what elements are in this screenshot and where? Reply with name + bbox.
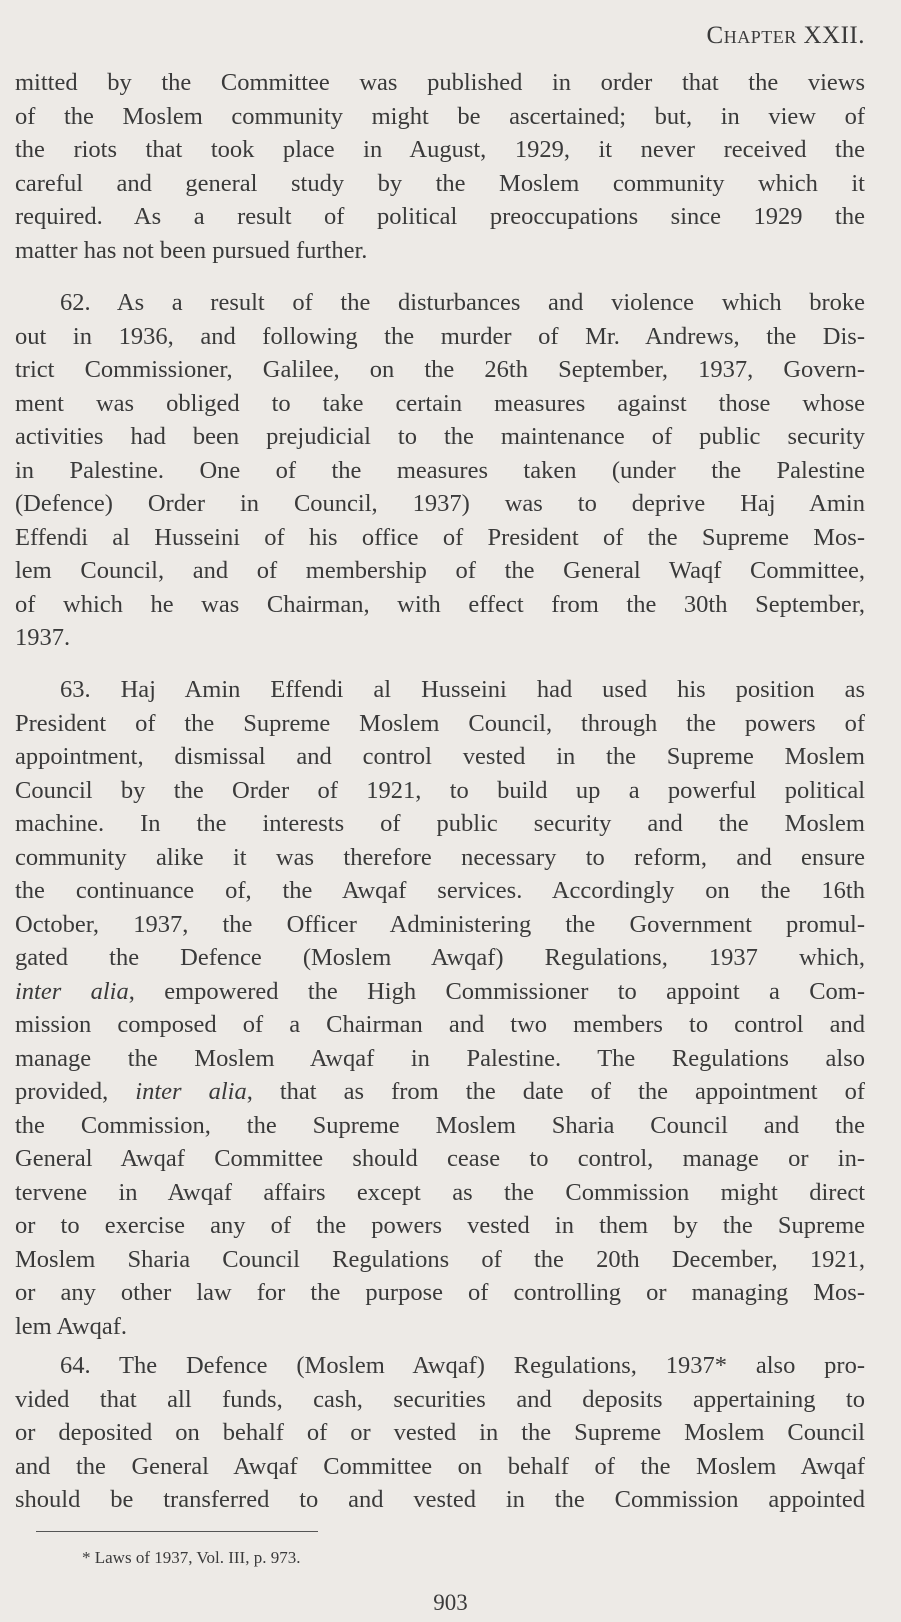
text-line: or to exercise any of the powers vested in them by the Supreme xyxy=(15,1212,865,1239)
text-segment: , that as from the date of the appointment of xyxy=(246,1078,865,1105)
text-line xyxy=(15,975,865,1009)
text-line: required. As a result of political preoccupations since 1929 the xyxy=(15,203,865,230)
text-line: mitted by the Committee was published in order that the views xyxy=(15,69,865,96)
text-line: in Palestine. One of the measures taken (under the Palestine xyxy=(15,456,865,484)
text-line: tervene in Awqaf affairs except as the Commission might direct xyxy=(15,1178,865,1206)
text-segment: , empowered the High Commissioner to appoint a Com- xyxy=(128,977,865,1005)
text-line: matter has not been pursued further. xyxy=(15,236,368,264)
paragraph-62 xyxy=(15,286,865,655)
text-line: activities had been prejudicial to the maintenance of public security xyxy=(15,423,865,450)
text-line: Moslem Sharia Council Regulations of the 20th December, 1921, xyxy=(15,1245,865,1273)
text-line: machine. In the interests of public security and the Moslem xyxy=(15,810,865,837)
page-number: 903 xyxy=(433,1590,468,1615)
text-line: mission composed of a Chairman and two members to control and xyxy=(15,1011,865,1038)
text-line: careful and general study by the Moslem community which it xyxy=(15,169,865,197)
text-line: President of the Supreme Moslem Council, through the powers of xyxy=(15,709,865,737)
text-line: the continuance of, the Awqaf services. Accordingly on the 16th xyxy=(15,877,865,904)
text-line: 62. As a result of the disturbances and violence which broke xyxy=(60,289,865,316)
text-line: 63. Haj Amin Effendi al Husseini had used his position as xyxy=(60,676,865,703)
text-line: 1937. xyxy=(15,624,71,651)
running-header: Chapter XXII. xyxy=(706,22,865,49)
text-segment: provided, xyxy=(15,1078,136,1105)
text-line: lem Awqaf. xyxy=(15,1312,128,1340)
text-line: or deposited on behalf of or vested in the Supreme Moslem Council xyxy=(15,1419,865,1446)
paragraph-continued xyxy=(15,66,865,267)
footnote-divider xyxy=(36,1531,318,1532)
paragraph-64 xyxy=(15,1349,865,1517)
text-line: trict Commissioner, Galilee, on the 26th September, 1937, Govern- xyxy=(15,356,865,383)
text-line: the Commission, the Supreme Moslem Sharia Council and the xyxy=(15,1111,865,1139)
text-line: of which he was Chairman, with effect from the 30th September, xyxy=(15,590,865,618)
text-line: ment was obliged to take certain measures against those whose xyxy=(15,389,865,417)
text-line: gated the Defence (Moslem Awqaf) Regulations, 1937 which, xyxy=(15,944,865,971)
text-line: community alike it was therefore necessary to reform, and ensure xyxy=(15,843,865,871)
text-line: General Awqaf Committee should cease to control, manage or in- xyxy=(15,1145,865,1172)
text-line: should be transferred to and vested in the Commission appointed xyxy=(15,1486,865,1513)
text-line: 64. The Defence (Moslem Awqaf) Regulations, 1937* also pro- xyxy=(60,1352,865,1379)
text-line: (Defence) Order in Council, 1937) was to deprive Haj Amin xyxy=(15,490,865,517)
text-line: of the Moslem community might be ascertained; but, in view of xyxy=(15,102,865,130)
text-line xyxy=(15,1075,865,1109)
italic-text: inter alia xyxy=(15,977,129,1005)
text-line: or any other law for the purpose of controlling or managing Mos- xyxy=(15,1279,865,1306)
italic-text: inter alia xyxy=(135,1078,247,1105)
text-line: appointment, dismissal and control vested in the Supreme Moslem xyxy=(15,743,865,770)
text-line: October, 1937, the Officer Administering the Government promul- xyxy=(15,910,865,938)
paragraph-63 xyxy=(15,673,865,1343)
text-line: out in 1936, and following the murder of Mr. Andrews, the Dis- xyxy=(15,322,865,350)
text-line: Council by the Order of 1921, to build up a powerful political xyxy=(15,776,865,804)
text-line: and the General Awqaf Committee on behalf of the Moslem Awqaf xyxy=(15,1452,865,1480)
text-line: manage the Moslem Awqaf in Palestine. The Regulations also xyxy=(15,1044,865,1072)
text-line: the riots that took place in August, 1929, it never received the xyxy=(15,136,865,163)
text-line: vided that all funds, cash, securities and deposits appertaining to xyxy=(15,1385,865,1413)
text-line: lem Council, and of membership of the General Waqf Committee, xyxy=(15,557,865,584)
text-line: Effendi al Husseini of his office of President of the Supreme Mos- xyxy=(15,523,865,551)
footnote: * Laws of 1937, Vol. III, p. 973. xyxy=(82,1548,301,1567)
